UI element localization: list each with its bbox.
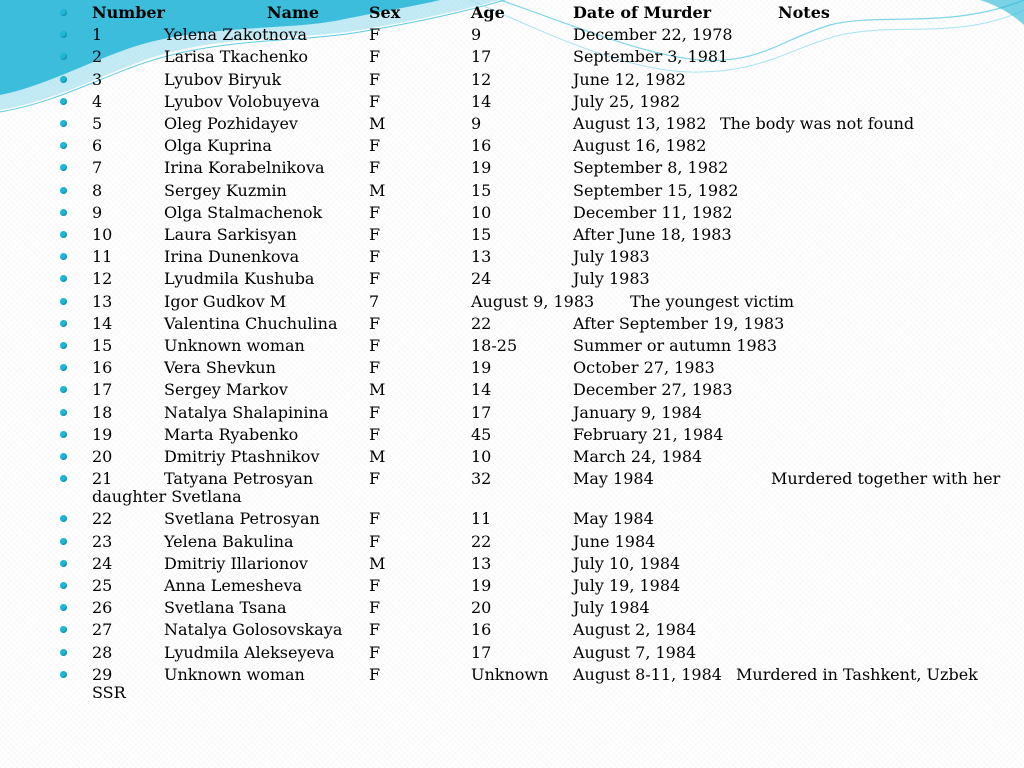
victim-number: 26 <box>92 598 113 618</box>
victim-sex: F <box>369 158 381 178</box>
victim-sex: F <box>369 25 381 45</box>
table-row <box>0 71 1024 93</box>
victim-number: 16 <box>92 358 113 378</box>
victim-age: 12 <box>471 69 492 89</box>
victim-sex: F <box>369 620 381 640</box>
victim-sex: M <box>369 553 386 573</box>
victim-number: 19 <box>92 424 113 444</box>
murder-date: July 1983 <box>573 269 650 289</box>
victim-sex: M <box>369 180 386 200</box>
bullet-icon <box>60 275 67 282</box>
bullet-icon <box>60 364 67 371</box>
victim-name: Sergey Kuzmin <box>164 180 287 200</box>
victim-number: 9 <box>92 202 103 222</box>
murder-date: December 27, 1983 <box>573 380 733 400</box>
bullet-icon <box>60 253 67 260</box>
victim-name: Anna Lemesheva <box>164 576 303 595</box>
murder-date: Summer or autumn 1983 <box>573 336 778 355</box>
table-row <box>0 293 1024 315</box>
bullet-icon <box>60 98 67 105</box>
victim-name: Lyubov Volobuyeva <box>164 91 320 111</box>
victim-sex: F <box>369 424 381 444</box>
murder-date: September 3, 1981 <box>573 47 729 67</box>
murder-date: December 22, 1978 <box>573 25 733 45</box>
header-age: Age <box>471 3 505 22</box>
murder-date: July 1984 <box>573 598 650 618</box>
victim-name: Vera Shevkun <box>164 358 276 378</box>
victim-age: 19 <box>471 576 492 595</box>
bullet-icon <box>60 53 67 60</box>
victim-notes: Murdered together with her <box>771 469 1001 489</box>
victim-age: 22 <box>471 531 492 551</box>
victim-number: 3 <box>92 69 103 89</box>
bullet-icon <box>60 604 67 611</box>
table-row <box>0 510 1024 532</box>
murder-date: After June 18, 1983 <box>573 225 732 244</box>
murder-date: January 9, 1984 <box>573 402 702 422</box>
victim-age: 19 <box>471 158 492 178</box>
bullet-icon <box>60 298 67 305</box>
victim-name: Sergey Markov <box>164 380 288 400</box>
murder-date: June 1984 <box>573 531 656 551</box>
victim-age: 45 <box>471 424 492 444</box>
bullet-icon <box>60 231 67 238</box>
bullet-icon <box>60 475 67 482</box>
table-row <box>0 469 1024 507</box>
bullet-icon <box>60 626 67 633</box>
table-row <box>0 381 1024 403</box>
murder-date: December 11, 1982 <box>573 202 733 222</box>
table-row <box>0 644 1024 666</box>
victim-name: Irina Korabelnikova <box>164 158 325 178</box>
table-row <box>0 599 1024 621</box>
murder-date: May 1984 <box>573 469 654 489</box>
victim-sex: F <box>369 469 381 489</box>
victim-number: 10 <box>92 225 113 244</box>
victim-name: Unknown woman <box>164 664 305 684</box>
table-row <box>0 26 1024 48</box>
victim-age: 20 <box>471 598 492 618</box>
victim-sex: F <box>369 136 381 156</box>
victim-age: 10 <box>471 447 492 466</box>
victim-number: 18 <box>92 402 113 422</box>
table-row <box>0 359 1024 381</box>
bullet-icon <box>60 386 67 393</box>
victim-sex: F <box>369 336 381 355</box>
murder-date: March 24, 1984 <box>573 447 703 466</box>
victim-name: Tatyana Petrosyan <box>164 469 314 489</box>
victim-name: Lyudmila Kushuba <box>164 269 315 289</box>
murder-date: September 8, 1982 <box>573 158 729 178</box>
victim-name: Lyudmila Alekseyeva <box>164 642 335 662</box>
bullet-icon <box>60 515 67 522</box>
bullet-icon <box>60 31 67 38</box>
bullet-icon <box>60 320 67 327</box>
victim-name: Natalya Shalapinina <box>164 402 329 422</box>
victim-name: Dmitriy Illarionov <box>164 553 308 573</box>
victim-name: Marta Ryabenko <box>164 424 299 444</box>
victim-name: Larisa Tkachenko <box>164 47 309 67</box>
victim-number: 1 <box>92 25 103 45</box>
bullet-icon <box>60 142 67 149</box>
murder-date: October 27, 1983 <box>573 358 715 378</box>
victim-number: 22 <box>92 509 113 529</box>
bullet-icon <box>60 120 67 127</box>
header-name: Name <box>267 3 320 22</box>
victim-notes: Murdered in Tashkent, Uzbek <box>736 664 978 684</box>
victim-sex: F <box>369 642 381 662</box>
victim-number: 27 <box>92 620 113 640</box>
victim-name: Irina Dunenkova <box>164 247 300 267</box>
victim-name: Olga Stalmachenok <box>164 202 323 222</box>
victim-sex: F <box>369 269 381 289</box>
victim-name: Unknown woman <box>164 336 305 355</box>
victim-number: 24 <box>92 553 113 573</box>
murder-date: August 13, 1982 <box>573 114 707 133</box>
victim-name: Olga Kuprina <box>164 136 272 156</box>
bullet-icon <box>60 649 67 656</box>
table-row <box>0 182 1024 204</box>
victim-number: 17 <box>92 380 113 400</box>
table-row <box>0 664 1024 702</box>
bullet-icon <box>60 209 67 216</box>
victim-name: Natalya Golosovskaya <box>164 620 343 640</box>
header-sex: Sex <box>369 3 401 22</box>
victim-sex: F <box>369 598 381 618</box>
victim-sex: M <box>369 380 386 400</box>
bullet-icon <box>60 187 67 194</box>
table-row <box>0 337 1024 359</box>
victim-age: August 9, 1983 <box>471 291 595 311</box>
bullet-icon <box>60 560 67 567</box>
victim-sex: 7 <box>369 291 380 311</box>
murder-date: July 10, 1984 <box>573 553 681 573</box>
victim-name: Igor Gudkov M <box>164 291 287 311</box>
murder-date: July 19, 1984 <box>573 576 681 595</box>
victim-sex: F <box>369 91 381 111</box>
header-number: Number <box>92 3 165 22</box>
victim-sex: F <box>369 47 381 67</box>
bullet-icon <box>60 538 67 545</box>
bullet-icon <box>60 76 67 83</box>
table-header <box>0 4 1024 26</box>
victim-number: 11 <box>92 247 113 267</box>
victim-age: 10 <box>471 202 492 222</box>
murder-date: August 8-11, 1984 <box>573 664 722 684</box>
victim-number: 7 <box>92 158 103 178</box>
murder-date: After September 19, 1983 <box>573 313 785 333</box>
header-notes: Notes <box>778 3 830 22</box>
table-row <box>0 204 1024 226</box>
murder-date: February 21, 1984 <box>573 424 724 444</box>
victim-age: 24 <box>471 269 492 289</box>
victim-age: 13 <box>471 247 492 267</box>
victim-notes: The body was not found <box>720 114 915 133</box>
victim-name: Laura Sarkisyan <box>164 225 297 244</box>
table-row <box>0 137 1024 159</box>
victim-age: 16 <box>471 620 492 640</box>
victim-sex: M <box>369 447 386 466</box>
victim-age: Unknown <box>471 664 549 684</box>
victim-sex: F <box>369 313 381 333</box>
victim-sex: F <box>369 576 381 595</box>
murder-date: August 16, 1982 <box>573 136 707 156</box>
murder-date: The youngest victim <box>630 291 795 311</box>
victim-sex: F <box>369 402 381 422</box>
victim-sex: F <box>369 225 381 244</box>
murder-date: August 2, 1984 <box>573 620 697 640</box>
victim-name: Yelena Bakulina <box>164 531 294 551</box>
victim-sex: F <box>369 202 381 222</box>
victim-sex: M <box>369 114 386 133</box>
victim-age: 15 <box>471 225 492 244</box>
victim-notes-continued: SSR <box>92 682 126 702</box>
bullet-icon <box>60 409 67 416</box>
victim-age: 22 <box>471 313 492 333</box>
victim-number: 15 <box>92 336 113 355</box>
bullet-icon <box>60 582 67 589</box>
table-row <box>0 226 1024 248</box>
victim-sex: F <box>369 247 381 267</box>
bullet-icon <box>60 671 67 678</box>
victim-age: 13 <box>471 553 492 573</box>
header-date: Date of Murder <box>573 3 712 22</box>
victim-age: 18-25 <box>471 336 518 355</box>
victim-number: 4 <box>92 91 103 111</box>
victim-number: 12 <box>92 269 113 289</box>
table-row <box>0 115 1024 137</box>
victim-number: 28 <box>92 642 113 662</box>
victim-name: Dmitriy Ptashnikov <box>164 447 320 466</box>
bullet-icon <box>60 431 67 438</box>
murder-date: July 1983 <box>573 247 650 267</box>
table-row <box>0 159 1024 181</box>
victim-number: 6 <box>92 136 103 156</box>
table-row <box>0 404 1024 426</box>
table-row <box>0 315 1024 337</box>
murder-date: June 12, 1982 <box>573 69 686 89</box>
bullet-icon <box>60 164 67 171</box>
table-row <box>0 448 1024 470</box>
victim-name: Valentina Chuchulina <box>164 313 338 333</box>
victim-age: 14 <box>471 91 492 111</box>
victim-number: 21 <box>92 469 113 489</box>
victim-age: 32 <box>471 469 492 489</box>
victim-age: 17 <box>471 47 492 67</box>
victim-number: 5 <box>92 114 103 133</box>
table-row <box>0 248 1024 270</box>
victim-age: 16 <box>471 136 492 156</box>
victim-sex: F <box>369 664 381 684</box>
victim-number: 13 <box>92 291 113 311</box>
table-row <box>0 93 1024 115</box>
victim-age: 19 <box>471 358 492 378</box>
table-row <box>0 48 1024 70</box>
victim-number: 8 <box>92 180 103 200</box>
victim-number: 25 <box>92 576 113 595</box>
victim-sex: F <box>369 358 381 378</box>
bullet-icon <box>60 342 67 349</box>
victim-age: 17 <box>471 642 492 662</box>
victim-name: Lyubov Biryuk <box>164 69 282 89</box>
victim-number: 20 <box>92 447 113 466</box>
victim-notes-continued: daughter Svetlana <box>92 487 242 507</box>
victim-number: 14 <box>92 313 113 333</box>
victim-name: Svetlana Petrosyan <box>164 509 320 529</box>
victim-age: 11 <box>471 509 492 529</box>
table-row <box>0 577 1024 599</box>
murder-date: September 15, 1982 <box>573 180 739 200</box>
victim-sex: F <box>369 509 381 529</box>
victim-age: 9 <box>471 25 482 45</box>
victim-sex: F <box>369 531 381 551</box>
bullet-icon <box>60 9 67 16</box>
victim-age: 14 <box>471 380 492 400</box>
victim-number: 29 <box>92 664 113 684</box>
murder-date: July 25, 1982 <box>573 91 681 111</box>
table-row <box>0 426 1024 448</box>
victim-name: Svetlana Tsana <box>164 598 287 618</box>
victim-age: 15 <box>471 180 492 200</box>
victim-number: 2 <box>92 47 103 67</box>
table-row <box>0 270 1024 292</box>
victim-name: Yelena Zakotnova <box>164 25 308 45</box>
victim-age: 9 <box>471 114 482 133</box>
bullet-icon <box>60 453 67 460</box>
table-row <box>0 533 1024 555</box>
victim-name: Oleg Pozhidayev <box>164 114 298 133</box>
table-row <box>0 555 1024 577</box>
victim-sex: F <box>369 69 381 89</box>
victim-number: 23 <box>92 531 113 551</box>
murder-date: May 1984 <box>573 509 654 529</box>
table-row <box>0 621 1024 643</box>
murder-date: August 7, 1984 <box>573 642 697 662</box>
victim-age: 17 <box>471 402 492 422</box>
